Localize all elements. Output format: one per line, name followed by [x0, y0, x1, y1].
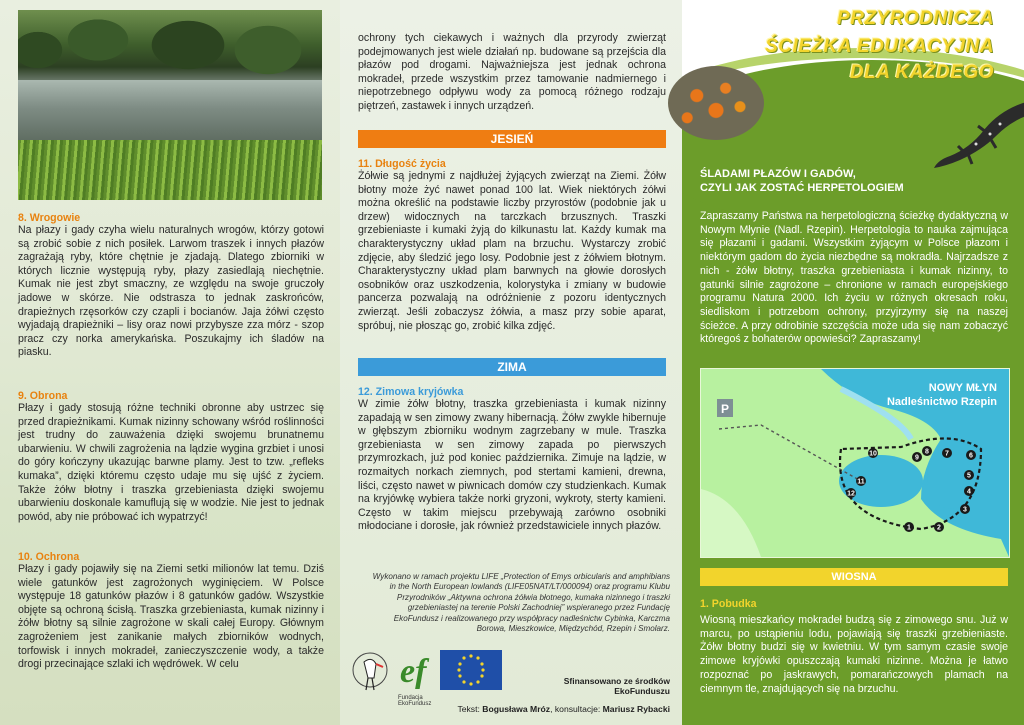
section-12-title: 12. Zimowa kryjówka [358, 386, 464, 398]
photo-reeds [18, 140, 322, 200]
fire-bellied-toad-illustration [668, 66, 764, 140]
author-credit [400, 704, 670, 714]
map-point-6: 6 [969, 452, 973, 460]
author-prefix: Tekst: [457, 704, 483, 714]
eu-flag-icon [440, 650, 502, 690]
section-11-text: Żółwie są jednymi z najdłużej żyjących zwierząt na Ziemi. Żółw błotny może żyć nawet ponad 100 lat. Wiek niektórych żółwi można określić na podstawie liczby przyrostów (podobnie jak u drzew) widocznych na tarczkach brzusznych. Traszki grzebieniaste i kumaki żyją do kilkunastu lat. Każdy kumak ma charakterystyczny układ plam na brzuchu. Wystarczy zrobić zdjęcie, aby śledzić jego losy. Podobnie jest z żółwiem błotnym. Charakterystyczny układ plam barwnych na głowie dorosłych osobników oraz uszkodzenia, kolorystyka i zmiany w budowie pancerza pozwalają na odróżnienie z pozoru identycznych zwierząt. Jeśli zobaczysz żółwia, a masz przy sobie aparat, spróbuj, nie płosząc go, zrobić kilka zdjęć. [358, 170, 666, 332]
cover-title-line-2: ŚCIEŻKA EDUKACYJNA [765, 36, 994, 57]
consult-prefix: , konsultacje: [550, 704, 603, 714]
section-10 [18, 551, 324, 672]
photo-trees [18, 10, 322, 80]
section-12-text: W zimie żółw błotny, traszka grzebieniasta i kumak nizinny zapadają w sen zimowy zwany hibernacją. Żółw zwykle hibernuje w głębszym zbiorniku wodnym zagrzebany w mule. Traszka grzebieniasta w sen zimowy zapada po pierwszych przymrozkach, już pod koniec października. Zimuje na lądzie, w rozmaitych norkach ziemnych, pod stertami kamieni, drewna, liści, często nawet w piwnicach domów czy studzienkach. Kumak na kryjówkę wybiera także norki gryzoni, wykroty, sterty kamieni. Często w takim miejscu przebywają zarówno osobniki młodociane i dorosłe, jak również przedstawiciele innych płazów. [358, 398, 666, 533]
parking-label: P [720, 402, 730, 416]
section-11 [358, 158, 666, 333]
trail-map [700, 368, 1010, 558]
intro-heading-line-2: CZYLI JAK ZOSTAĆ HERPETOLOGIEM [700, 181, 904, 194]
ekofundusz-note: Sfinansowano ze środków EkoFunduszu [563, 676, 670, 696]
map-point-5: 5 [967, 472, 971, 480]
consult-name: Mariusz Rybacki [602, 704, 670, 714]
section-8-title: 8. Wrogowie [18, 212, 81, 224]
section-11-title: 11. Długość życia [358, 158, 446, 170]
section-10-text: Płazy i gady pojawiły się na Ziemi setki milionów lat temu. Dziś wiele gatunków jest zagrożonych wyginięciem. W Polsce występuje 18 gatunków płazów i 8 gatunków gadów. Wszystkie objęte są ochroną ścisłą. Traszka grzebieniasta, kumak nizinny i żółw błotny są silnie zagrożone w skali całej Europy. Głównym zagrożeniem jest zanikanie małych zbiorników wodnych, torfowisk i innych mokradeł, zanieczyszczenie wody, a także drogi przecinające szlaki ich wędrówek. W celu [18, 563, 324, 671]
svg-text:ef: ef [400, 653, 427, 690]
map-point-8: 8 [925, 448, 929, 456]
section-9-title: 9. Obrona [18, 390, 68, 402]
intro-text: Zapraszamy Państwa na herpetologiczną ścieżkę dydaktyczną w Nowym Młynie (Nadl. Rzepin). Herpetologia to nauka zajmująca się płazami i gadami. Wszystkim żyjącym w Polsce płazom i niektórym gadom do życia niezbędne są mokradła. Najrzadsze z nich - żółw błotny, traszka grzebieniasta i kumak nizinny, to gatunki silnie zagrożone – chronione w ramach europejskiego programu Natura 2000. Ich życiu w różnych okresach roku, siedliskom i potrzebom ochrony, przyjrzymy się na naszej ścieżce. A przy odrobinie szczęścia może uda się nam zobaczyć któregoś z bohaterów opowieści? Zapraszamy! [700, 210, 1008, 346]
project-credits: Wykonano w ramach projektu LIFE „Protection of Emys orbicularis and amphibians in the North European lowlands (LIFE05NAT/LT/000094) oraz programu Klubu Przyrodników „Aktywna ochrona żółwia błotnego, kumaka nizinnego i traszki grzebieniastej na terenie Polski Zachodniej” wspieranego przez Fundację EkoFundusz i realizowanego przy współpracy nadleśnictw Cybinka, Karczma Borowa, Mieszkowice, Międzychód, Rzepin i Smolarz. [372, 572, 670, 634]
season-band-autumn: JESIEŃ [358, 130, 666, 148]
trail-map-drawing [701, 369, 1009, 557]
map-point-11: 11 [857, 478, 865, 486]
section-1-title: 1. Pobudka [700, 598, 757, 610]
map-point-7: 7 [945, 450, 949, 458]
map-point-12: 12 [847, 490, 855, 498]
map-point-4: 4 [967, 488, 971, 496]
section-10-title: 10. Ochrona [18, 551, 80, 563]
map-point-3: 3 [963, 506, 967, 514]
season-band-spring: WIOSNA [700, 568, 1008, 586]
section-10-continued: ochrony tych ciekawych i ważnych dla przyrody zwierząt podejmowanych jest wiele działań np. budowane są przejścia dla płazów pod drogami. Najważniejsza jest jednak ochrona mokradeł, przede wszystkim przez tamowanie nadmiernego i niepotrzebnego odpływu wody za pomocą różnego rodzaju piętrzeń, zastawek i innych urządzeń. [358, 32, 666, 112]
ekofundusz-label: Fundacja EkoFundusz [398, 695, 432, 707]
section-12 [358, 386, 666, 534]
map-point-9: 9 [915, 454, 919, 462]
season-band-winter: ZIMA [358, 358, 666, 376]
pond-photo [18, 10, 322, 200]
section-1-text: Wiosną mieszkańcy mokradeł budzą się z zimowego snu. Już w marcu, po ustąpieniu lodu, pojawiają się traszki grzebieniaste. Żółw błotny budzi się w kwietniu. W tym samym czasie swoje zimowe kryjówki opuszczają kumaki nizinne. Można je łatwo rozpoznać po jaskrawych, pomarańczowych plamach na ciemnym tle, znajdujących się na brzuchu. [700, 614, 1008, 695]
author-name: Bogusława Mróz [482, 704, 551, 714]
cover-title-line-1: PRZYRODNICZA [837, 8, 994, 29]
left-panel [0, 0, 340, 725]
cover-title-line-3: DLA KAŻDEGO [849, 62, 994, 83]
section-8 [18, 212, 324, 360]
map-point-1: 1 [907, 524, 911, 532]
map-title-line-2: Nadleśnictwo Rzepin [886, 396, 997, 408]
section-9-text: Płazy i gady stosują różne techniki obronne aby ustrzec się przed drapieżnikami. Kumak nizinny schowany wśród roślinności jest trudny do zauważenia dzięki swojemu brunatnemu ubarwieniu. W chwili zagrożenia na lądzie wygina grzbiet i unosi do góry kończyny ukazując barwne plamy. Jest to tzw. „refleks kumaka”, dzięki któremu często udaje mu się ujść z życiem. Także żółw błotny i traszka grzebieniasta dzięki swojemu ubarwieniu doskonale kamuflują się w wodzie. Nie jest to jednak powód, aby nie próbować ich wypatrzyć! [18, 402, 324, 523]
section-8-text: Na płazy i gady czyha wielu naturalnych wrogów, którzy gotowi są zrobić sobie z nich posiłek. Larwom traszek i innych płazów zagrażają ryby, które chętnie je zjadają. Dlatego zbiorniki w których licznie występują ryby, płazy zasiedlają niechętnie. Kumak nie jest zbyt smaczny, ze względu na swoje gruczoły jadowe w skórze. Nie odstrasza to jednak zaskrońców, drapieżnych rzęsorków czy czapli i bocianów. Jaja żółwi często wyjadają drapieżniki – lisy oraz nowi przybysze zza mórz - szop pracz czy norka amerykańska. Poszukajmy ich śladów na piasku. [18, 224, 324, 359]
section-9 [18, 390, 324, 524]
stork-icon [350, 648, 390, 700]
intro-heading-line-1: ŚLADAMI PŁAZÓW I GADÓW, [700, 168, 856, 180]
middle-panel [340, 0, 682, 725]
map-title-line-1: NOWY MŁYN [928, 382, 997, 394]
crested-newt-illustration [930, 96, 1024, 176]
map-point-2: 2 [937, 524, 941, 532]
stork-logo [350, 648, 390, 700]
map-point-10: 10 [869, 450, 877, 458]
eu-life-logo [440, 650, 502, 690]
